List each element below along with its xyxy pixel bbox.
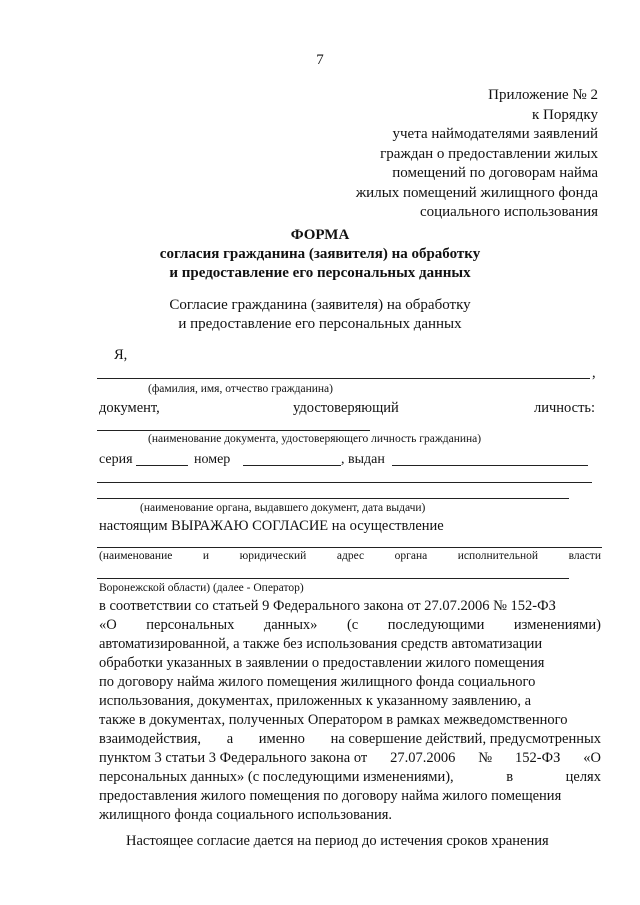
- issued-blank-2[interactable]: [97, 482, 592, 483]
- body-text: в соответствии со статьей 9 Федерального закона от 27.07.2006 № 152-ФЗ: [99, 598, 556, 614]
- appendix-line: жилых помещений жилищного фонда: [355, 184, 598, 201]
- ya-label: Я,: [114, 347, 128, 363]
- form-title-line: ФОРМА: [290, 227, 350, 243]
- form-title: [0, 226, 640, 283]
- body-line: [99, 731, 601, 748]
- body-text: а: [226, 731, 234, 747]
- body-text: использования, документах, приложенных к указанному заявлению, а: [99, 693, 532, 709]
- body-text: (с: [346, 617, 359, 633]
- consent-statement: настоящим ВЫРАЖАЮ СОГЛАСИЕ на осуществление: [99, 518, 444, 534]
- body-text: в: [506, 769, 514, 785]
- number-blank[interactable]: [243, 465, 341, 466]
- operator-caption-word: адрес: [336, 550, 365, 562]
- fio-blank-line[interactable]: [97, 378, 590, 379]
- body-text: на совершение действий, предусмотренных: [330, 731, 601, 747]
- body-text: предоставления жилого помещения по договору найма жилого помещения: [99, 788, 562, 804]
- operator-caption-word: власти: [568, 550, 601, 562]
- body-line: [99, 636, 601, 653]
- operator-caption-word: исполнительной: [457, 550, 539, 562]
- body-line: [99, 674, 601, 691]
- body-text: №: [478, 750, 493, 766]
- body-line: [99, 598, 601, 615]
- document-caption: (наименование документа, удостоверяющего личность гражданина): [148, 433, 482, 445]
- operator-blank-line[interactable]: [97, 547, 602, 548]
- organ-caption: (наименование органа, выдавшего документ, дата выдачи): [140, 502, 426, 514]
- body-text: «О: [99, 617, 117, 633]
- appendix-line: к Порядку: [532, 106, 598, 123]
- body-text: именно: [258, 731, 305, 747]
- body-text: 152-ФЗ: [515, 750, 561, 766]
- body-text: изменениями): [513, 617, 601, 633]
- body-text: целях: [565, 769, 601, 785]
- body-line: [99, 712, 601, 729]
- consent-title: [0, 296, 640, 334]
- issued-blank[interactable]: [392, 465, 588, 466]
- appendix-line: социального использования: [419, 204, 598, 220]
- body-text: по договору найма жилого помещения жилищного фонда социального: [99, 674, 536, 690]
- body-line: [99, 788, 601, 805]
- appendix-line: граждан о предоставлении жилых: [380, 145, 598, 162]
- body-text: «О: [583, 750, 601, 766]
- document-blank-line[interactable]: [97, 430, 370, 431]
- body-text: последующими: [387, 617, 485, 633]
- operator-caption-word: (наименование: [99, 550, 173, 562]
- body-line-last: жилищного фонда социального использования.: [99, 807, 393, 823]
- issued-label: , выдан: [341, 452, 385, 467]
- consent-title-line: и предоставление его персональных данных: [178, 316, 462, 332]
- body-line: [99, 693, 601, 710]
- body-text: персональных данных» (с последующими изменениями),: [99, 769, 454, 785]
- body-text: данных»: [263, 617, 318, 633]
- issued-blank-3[interactable]: [97, 498, 569, 499]
- series-blank[interactable]: [136, 465, 188, 466]
- body-text: также в документах, полученных Оператором в рамках межведомственного: [99, 712, 568, 728]
- operator-caption-word: и: [202, 550, 210, 562]
- page-number: 7: [316, 52, 324, 68]
- body-line: [99, 769, 601, 786]
- appendix-line: помещений по договорам найма: [392, 165, 598, 181]
- consent-title-line: Согласие гражданина (заявителя) на обработку: [169, 297, 471, 313]
- appendix-line: Приложение № 2: [488, 87, 598, 103]
- body-text: обработки указанных в заявлении о предоставлении жилого помещения: [99, 655, 545, 671]
- series-label: серия: [99, 452, 133, 467]
- fio-comma: ,: [592, 365, 596, 381]
- body-line: [99, 617, 601, 634]
- last-paragraph: Настоящее согласие дается на период до истечения сроков хранения: [126, 833, 549, 849]
- operator-caption: [99, 550, 601, 562]
- fio-caption: (фамилия, имя, отчество гражданина): [148, 383, 333, 395]
- body-line: [99, 655, 601, 672]
- body-text: взаимодействия,: [99, 731, 202, 747]
- body-text: 27.07.2006: [390, 750, 456, 766]
- operator-caption-word: юридический: [239, 550, 307, 562]
- appendix-line: учета наймодателями заявлений: [392, 126, 598, 142]
- body-text: пунктом 3 статьи 3 Федерального закона от: [99, 750, 368, 766]
- body-text: персональных: [146, 617, 235, 633]
- operator-caption-end: Воронежской области) (далее - Оператор): [99, 582, 304, 594]
- body-line: [99, 750, 601, 767]
- operator-caption-word: органа: [394, 550, 428, 562]
- identity-word: личность:: [534, 400, 596, 416]
- body-text: автоматизированной, а также без использования средств автоматизации: [99, 636, 543, 652]
- certifying-word: удостоверяющий: [293, 400, 399, 416]
- document-word: документ,: [99, 400, 160, 416]
- form-title-line: согласия гражданина (заявителя) на обработку: [159, 246, 481, 262]
- form-title-line: и предоставление его персональных данных: [169, 265, 471, 281]
- number-label: номер: [194, 452, 231, 467]
- operator-blank-line-2[interactable]: [97, 578, 569, 579]
- appendix-header: [356, 86, 598, 223]
